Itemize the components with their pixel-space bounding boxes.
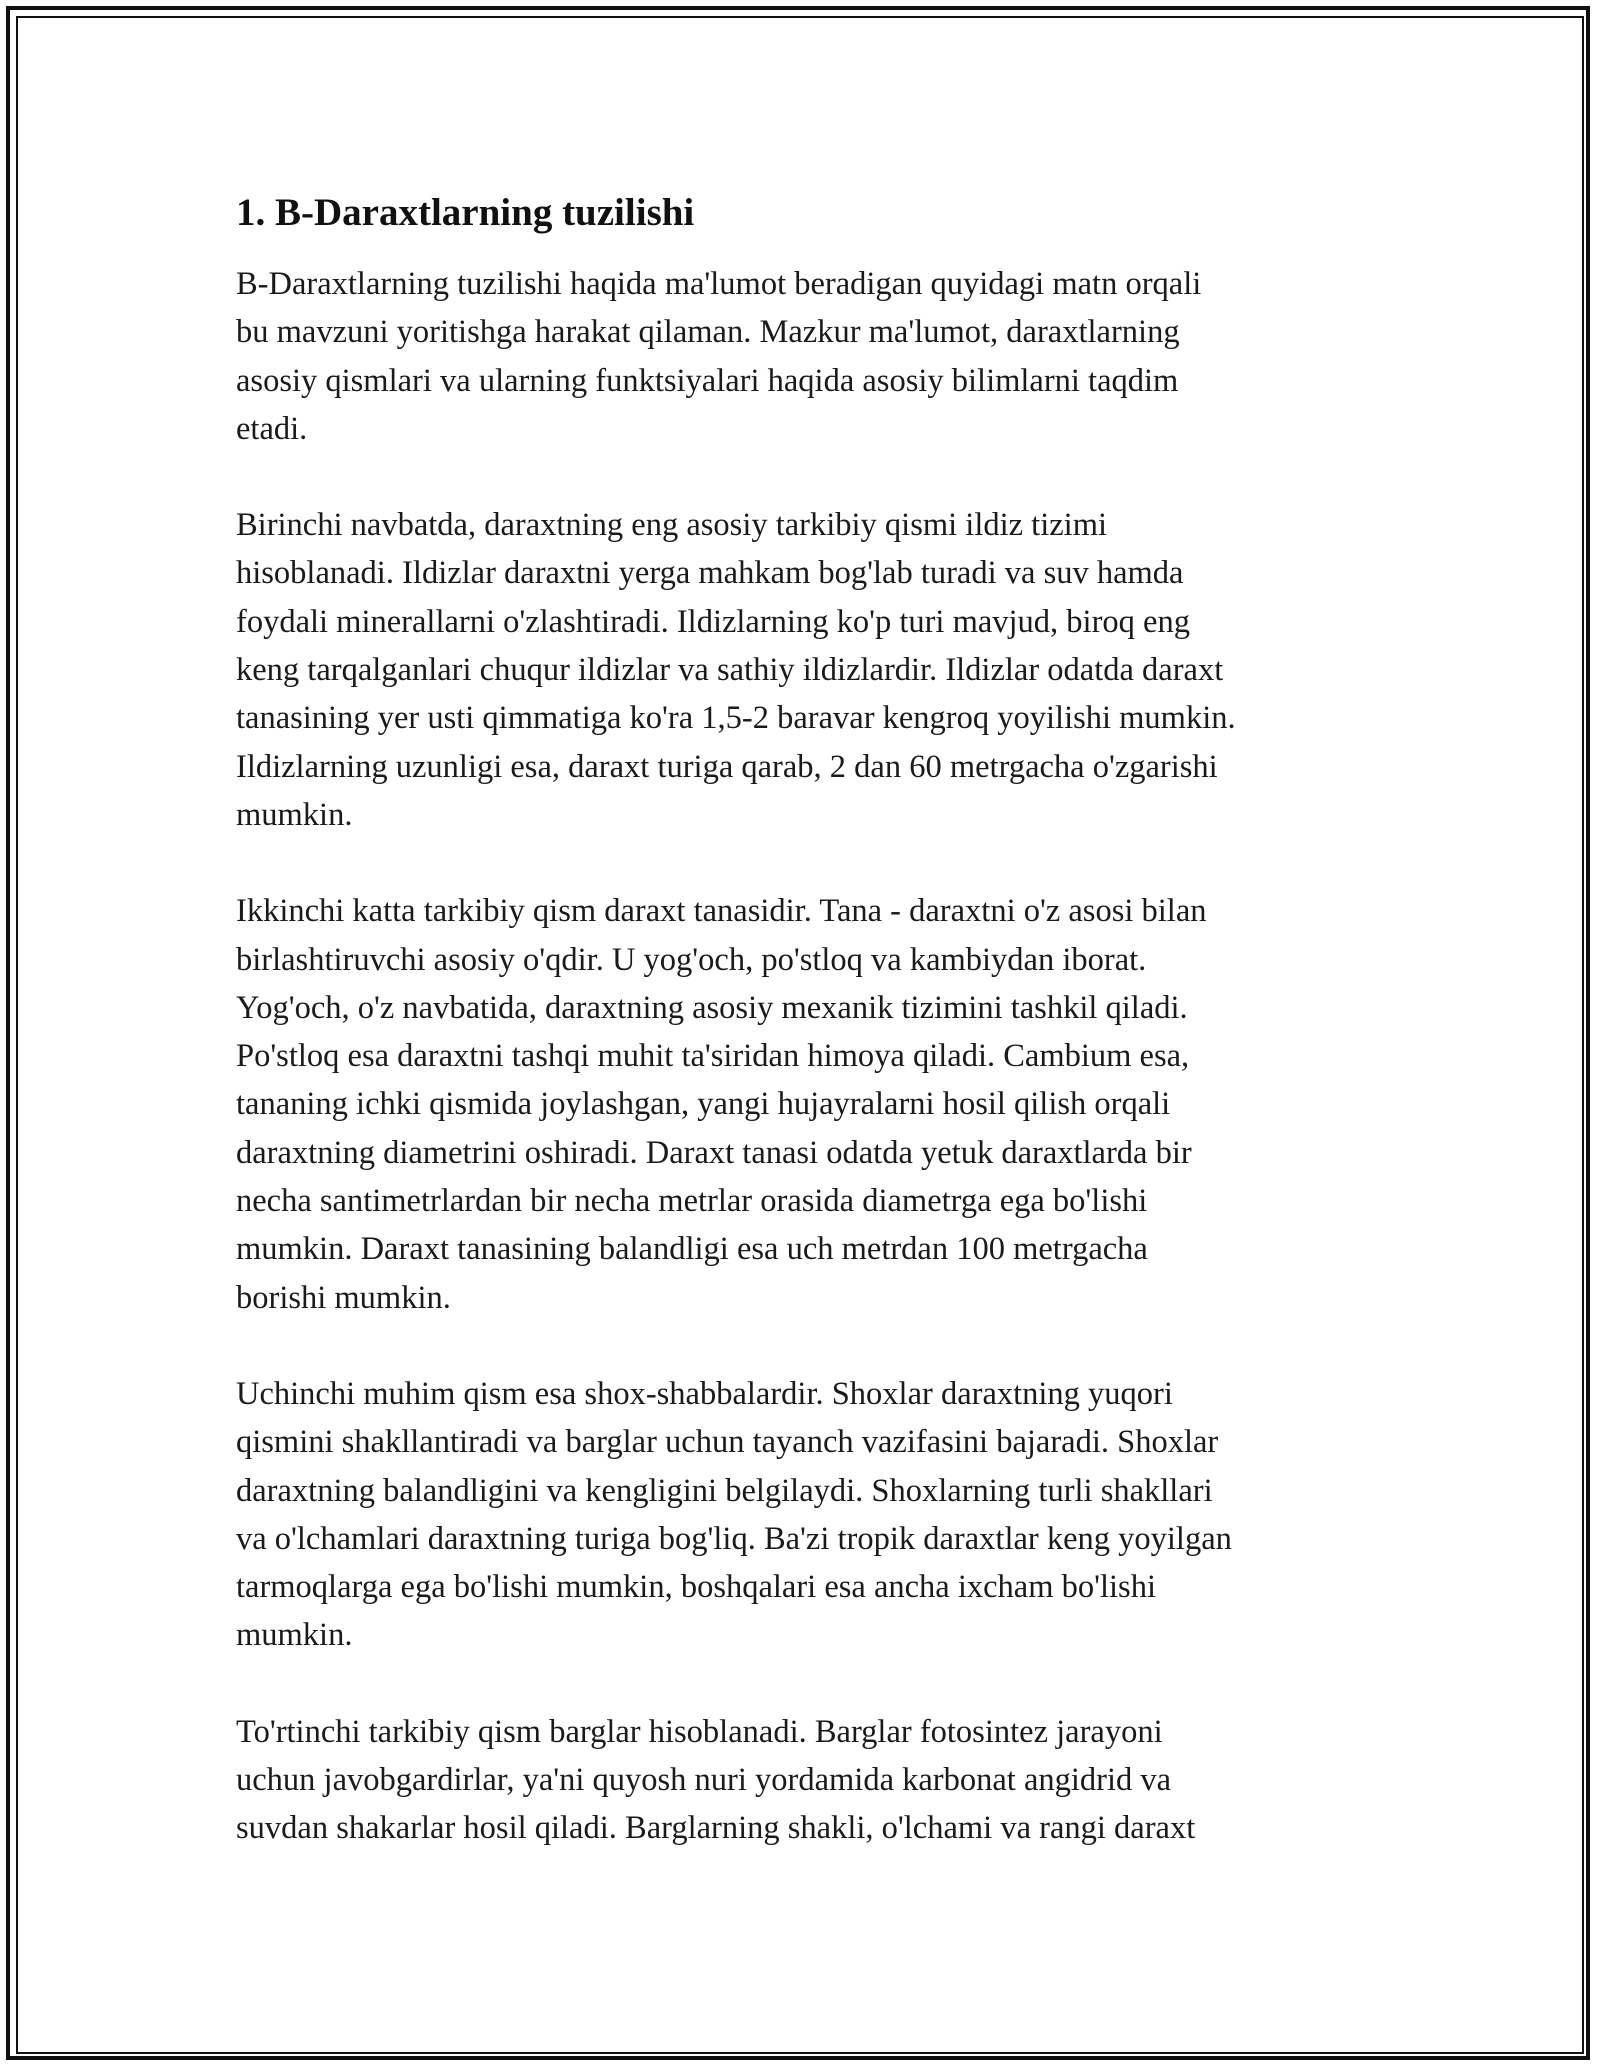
text-line: Ildizlarning uzunligi esa, daraxt turiga qarab, 2 dan 60 metrgacha o'zgarishi [236,748,1218,785]
text-line: etadi. [236,410,308,447]
paragraph-intro [236,260,1376,453]
text-line: asosiy qismlari va ularning funktsiyalari haqida asosiy bilimlarni taqdim [236,362,1179,399]
text-line: Po'stloq esa daraxtni tashqi muhit ta'siridan himoya qiladi. Cambium esa, [236,1038,1190,1075]
text-line: birlashtiruvchi asosiy o'qdir. U yog'och, po'stloq va kambiydan iborat. [236,941,1147,978]
document-body [236,188,1376,1901]
text-line: tanasining yer usti qimmatiga ko'ra 1,5-2 baravar kengroq yoyilishi mumkin. [236,700,1236,737]
text-line: bu mavzuni yoritishga harakat qilaman. Mazkur ma'lumot, daraxtlarning [236,314,1180,351]
text-line: Birinchi navbatda, daraxtning eng asosiy tarkibiy qismi ildiz tizimi [236,507,1108,544]
text-line: uchun javobgardirlar, ya'ni quyosh nuri yordamida karbonat angidrid va [236,1762,1172,1799]
text-line: Uchinchi muhim qism esa shox-shabbalardir. Shoxlar daraxtning yuqori [236,1375,1173,1412]
text-line: tarmoqlarga ega bo'lishi mumkin, boshqalari esa ancha ixcham bo'lishi [236,1569,1156,1606]
text-line: B-Daraxtlarning tuzilishi haqida ma'lumot beradigan quyidagi matn orqali [236,266,1202,302]
text-line: To'rtinchi tarkibiy qism barglar hisoblanadi. Barglar fotosintez jarayoni [236,1713,1163,1750]
section-heading: 1. B-Daraxtlarning tuzilishi [236,191,695,234]
text-line: daraxtning diametrini oshiradi. Daraxt tanasi odatda yetuk daraxtlarda bir [236,1134,1192,1171]
text-line: daraxtning balandligini va kengligini belgilaydi. Shoxlarning turli shakllari [236,1472,1213,1509]
text-line: tananing ichki qismida joylashgan, yangi hujayralarni hosil qilish orqali [236,1086,1171,1123]
paragraph-leaves [236,1708,1376,1853]
paragraph-branches [236,1370,1376,1660]
text-line: mumkin. Daraxt tanasining balandligi esa uch metrdan 100 metrgacha [236,1231,1148,1268]
text-line: necha santimetrlardan bir necha metrlar orasida diametrga ega bo'lishi [236,1183,1148,1220]
text-line: qismini shakllantiradi va barglar uchun tayanch vazifasini bajaradi. Shoxlar [236,1424,1219,1461]
text-line: suvdan shakarlar hosil qiladi. Barglarning shakli, o'lchami va rangi daraxt [236,1810,1196,1847]
text-line: keng tarqalganlari chuqur ildizlar va sathiy ildizlardir. Ildizlar odatda daraxt [236,652,1224,689]
text-line: va o'lchamlari daraxtning turiga bog'liq. Ba'zi tropik daraxtlar keng yoyilgan [236,1520,1232,1557]
text-line: Ikkinchi katta tarkibiy qism daraxt tanasidir. Tana - daraxtni o'z asosi bilan [236,893,1207,930]
text-line: Yog'och, o'z navbatida, daraxtning asosiy mexanik tizimini tashkil qiladi. [236,989,1188,1026]
text-line: mumkin. [236,1617,353,1654]
text-line: foydali minerallarni o'zlashtiradi. Ildizlarning ko'p turi mavjud, biroq eng [236,603,1190,640]
text-line: hisoblanadi. Ildizlar daraxtni yerga mahkam bog'lab turadi va suv hamda [236,555,1184,592]
text-line: borishi mumkin. [236,1279,451,1316]
text-line: mumkin. [236,796,353,833]
paragraph-trunk [236,887,1376,1322]
paragraph-roots [236,501,1376,839]
